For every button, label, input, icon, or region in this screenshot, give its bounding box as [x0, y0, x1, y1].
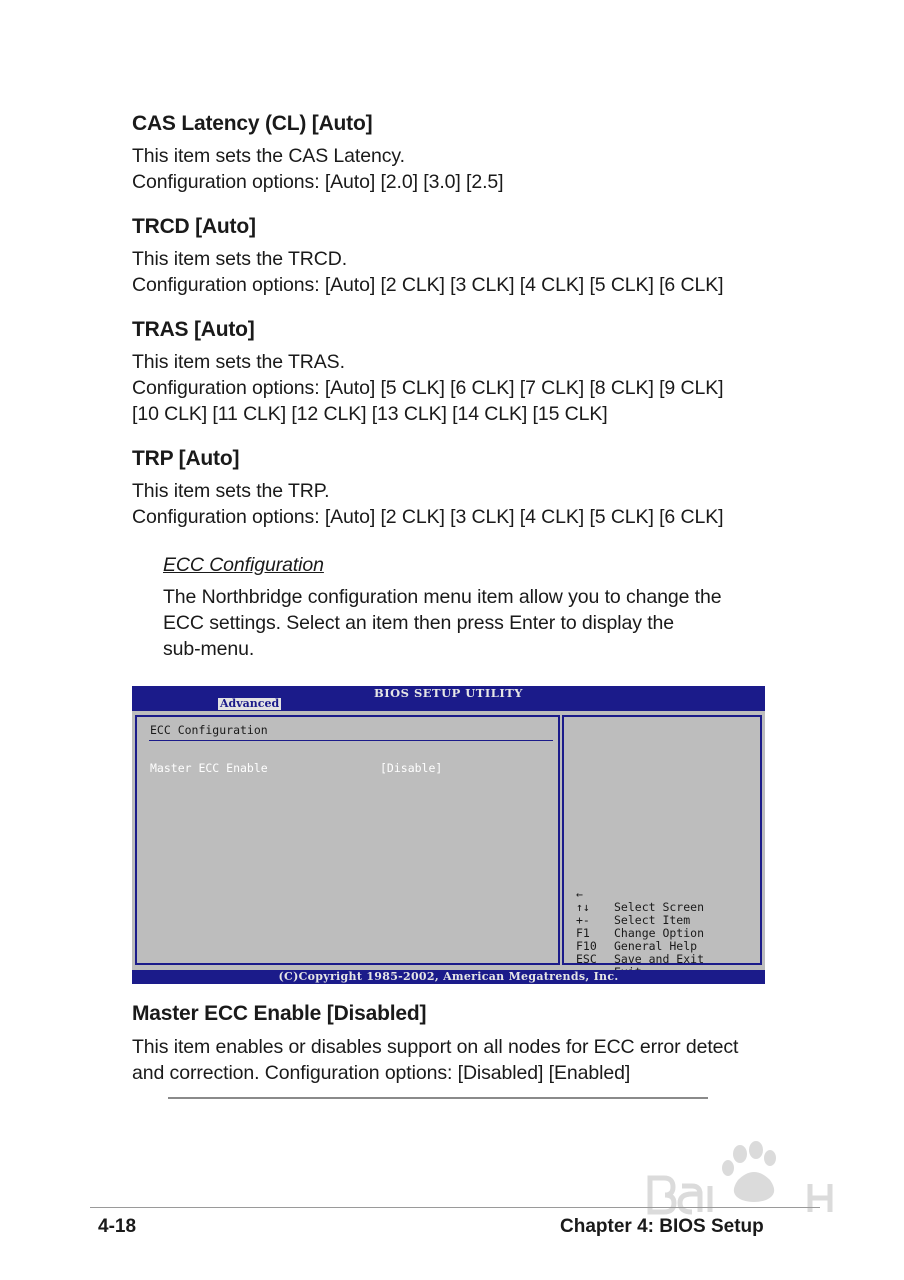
section-text-line: Configuration options: [Auto] [5 CLK] [6 CLK] [7 CLK] [8 CLK] [9 CLK] [132, 377, 724, 399]
section-text-line: This item sets the TRP. [132, 480, 330, 502]
section-title-tras: TRAS [Auto] [132, 318, 255, 341]
section-text-line: Configuration options: [Auto] [2 CLK] [3 CLK] [4 CLK] [5 CLK] [6 CLK] [132, 274, 724, 296]
footer-divider [90, 1207, 820, 1208]
bios-status-bar [132, 970, 765, 984]
key-legend-row [576, 940, 618, 966]
section-text-line: Configuration options: [Auto] [2.0] [3.0] [2.5] [132, 171, 504, 193]
section-text-line: This item sets the TRCD. [132, 248, 348, 270]
bios-main-panel [135, 715, 560, 965]
section-text-line: [10 CLK] [11 CLK] [12 CLK] [13 CLK] [14 CLK] [15 CLK] [132, 403, 608, 425]
ecc-intro-line: ECC settings. Select an item then press Enter to display the [163, 612, 675, 634]
key-legend-key: F1 [576, 926, 590, 940]
section-title-trcd: TRCD [Auto] [132, 215, 256, 238]
section-end-divider [168, 1097, 708, 1099]
bios-section-divider [149, 740, 553, 741]
master-ecc-text-line: and correction. Configuration options: [Disabled] [Enabled] [132, 1062, 631, 1084]
page-number: 4-18 [98, 1216, 137, 1237]
section-title-cas-latency: CAS Latency (CL) [Auto] [132, 112, 373, 135]
key-legend-desc: Change Option [614, 926, 705, 940]
up-down-arrow-key-icon: ↑↓ [576, 900, 590, 914]
left-arrow-key-icon: ← [576, 887, 583, 901]
bios-title: BIOS SETUP UTILITY [374, 686, 523, 700]
ecc-configuration-subtitle: ECC Configuration [163, 554, 324, 576]
bios-section-header: ECC Configuration [150, 723, 268, 737]
key-legend-key: +- [576, 913, 590, 927]
tab-advanced[interactable]: Advanced [220, 697, 280, 710]
key-legend-key: ESC [576, 952, 597, 966]
section-title-master-ecc: Master ECC Enable [Disabled] [132, 1002, 427, 1025]
section-text-line: Configuration options: [Auto] [2 CLK] [3 CLK] [4 CLK] [5 CLK] [6 CLK] [132, 506, 724, 528]
master-ecc-text-line: This item enables or disables support on all nodes for ECC error detect [132, 1036, 739, 1058]
master-ecc-enable-item[interactable]: Master ECC Enable [150, 761, 268, 775]
key-legend-desc: General Help [614, 939, 698, 953]
bios-help-panel [562, 715, 762, 965]
bios-screenshot [132, 686, 765, 984]
key-legend-desc: Select Screen [614, 900, 705, 914]
ecc-intro-line: sub-menu. [163, 638, 255, 660]
key-legend-key: F10 [576, 939, 597, 953]
bios-copyright: (C)Copyright 1985-2002, American Megatrends, Inc. [278, 970, 619, 983]
master-ecc-enable-value[interactable]: [Disable] [380, 761, 443, 775]
chapter-title: Chapter 4: BIOS Setup [560, 1216, 764, 1237]
key-legend-desc: Select Item [614, 913, 691, 927]
section-title-trp: TRP [Auto] [132, 447, 240, 470]
ecc-intro-line: The Northbridge configuration menu item allow you to change the [163, 586, 722, 608]
section-text-line: This item sets the CAS Latency. [132, 145, 405, 167]
bios-title-bar [132, 686, 765, 711]
key-legend-row [576, 875, 705, 914]
key-legend-desc: Save and Exit [614, 952, 705, 966]
section-text-line: This item sets the TRAS. [132, 351, 345, 373]
